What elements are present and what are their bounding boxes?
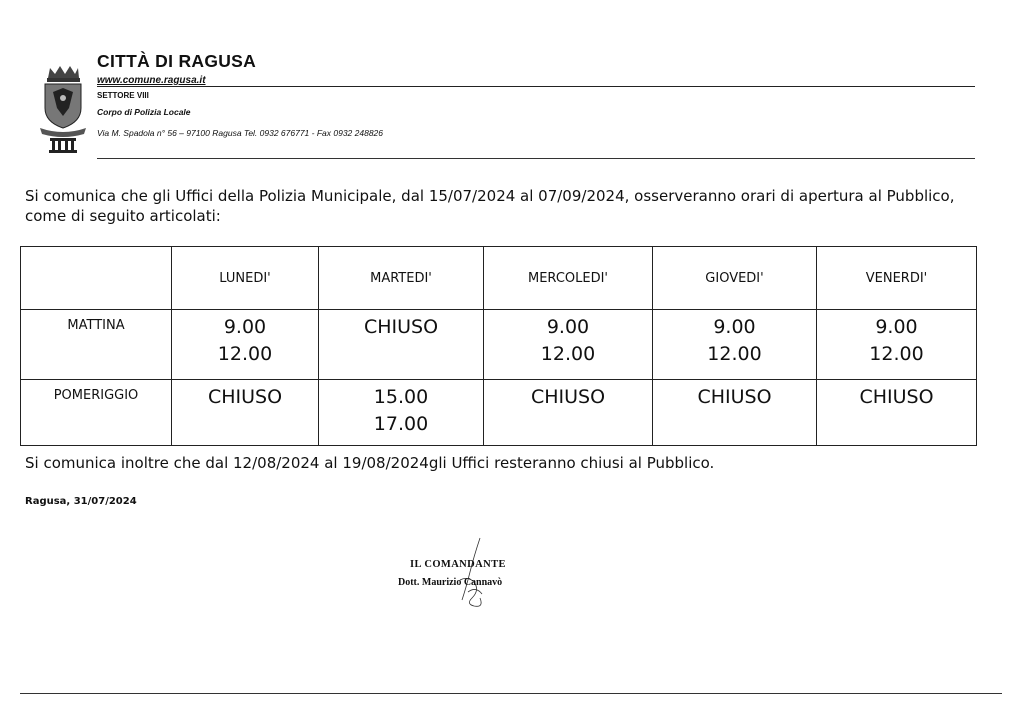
signatory-name: Dott. Maurizio Cannavò xyxy=(398,577,503,588)
schedule-cell xyxy=(172,310,319,380)
schedule-cell xyxy=(653,310,817,380)
cell-line: 15.00 xyxy=(373,386,429,408)
cell-line: 12.00 xyxy=(869,343,924,365)
table-row xyxy=(21,380,977,446)
sector-label: SETTORE VIII xyxy=(97,91,149,100)
day-header: LUNEDI' xyxy=(172,247,319,310)
cell-line: 12.00 xyxy=(540,343,596,365)
day-header: VENERDI' xyxy=(817,247,977,310)
row-label: MATTINA xyxy=(21,310,172,380)
schedule-cell xyxy=(172,380,319,446)
cell-line: CHIUSO xyxy=(697,386,772,408)
schedule-cell xyxy=(319,310,484,380)
row-label: POMERIGGIO xyxy=(21,380,172,446)
footer-divider xyxy=(20,693,1002,694)
place-date: Ragusa, 31/07/2024 xyxy=(25,496,137,507)
cell-line: 9.00 xyxy=(713,316,756,338)
schedule-cell xyxy=(817,310,977,380)
day-header: MERCOLEDI' xyxy=(484,247,653,310)
signature-title: IL COMANDANTE xyxy=(410,559,506,570)
department-label: Corpo di Polizia Locale xyxy=(97,107,191,117)
cell-line: CHIUSO xyxy=(859,386,934,408)
city-name: CITTÀ DI RAGUSA xyxy=(97,51,257,71)
cell-line: CHIUSO xyxy=(530,386,606,408)
cell-line: 9.00 xyxy=(223,316,267,338)
cell-line: 9.00 xyxy=(546,316,590,338)
closure-note: Si comunica inoltre che dal 12/08/2024 al 19/08/2024gli Uffici resteranno chiusi al Pubblico. xyxy=(25,454,715,472)
schedule-table xyxy=(20,246,977,446)
handwritten-signature xyxy=(440,536,510,616)
cell-line: 17.00 xyxy=(373,413,429,435)
address-line: Via M. Spadola n° 56 – 97100 Ragusa Tel. 0932 676771 - Fax 0932 248826 xyxy=(97,128,384,138)
schedule-cell xyxy=(484,310,653,380)
schedule-cell xyxy=(319,380,484,446)
intro-paragraph: Si comunica che gli Uffici della Polizia Municipale, dal 15/07/2024 al 07/09/2024, osserveranno orari di apertura al Pubblico, come di seguito articolati: xyxy=(25,187,955,225)
website-link[interactable]: www.comune.ragusa.it xyxy=(97,75,206,86)
header-divider xyxy=(97,86,975,87)
header-empty-cell xyxy=(21,247,172,310)
header-bottom-divider xyxy=(97,158,975,159)
schedule-cell xyxy=(484,380,653,446)
cell-line: 9.00 xyxy=(875,316,918,338)
day-header: GIOVEDI' xyxy=(653,247,817,310)
table-header-row xyxy=(21,247,977,310)
day-header: MARTEDI' xyxy=(319,247,484,310)
table-row xyxy=(21,310,977,380)
cell-line: 12.00 xyxy=(217,343,273,365)
schedule-cell xyxy=(817,380,977,446)
cell-line: 12.00 xyxy=(707,343,762,365)
coat-of-arms-logo xyxy=(36,64,90,154)
cell-line: CHIUSO xyxy=(207,386,283,408)
schedule-cell xyxy=(653,380,817,446)
cell-line: CHIUSO xyxy=(363,316,439,338)
